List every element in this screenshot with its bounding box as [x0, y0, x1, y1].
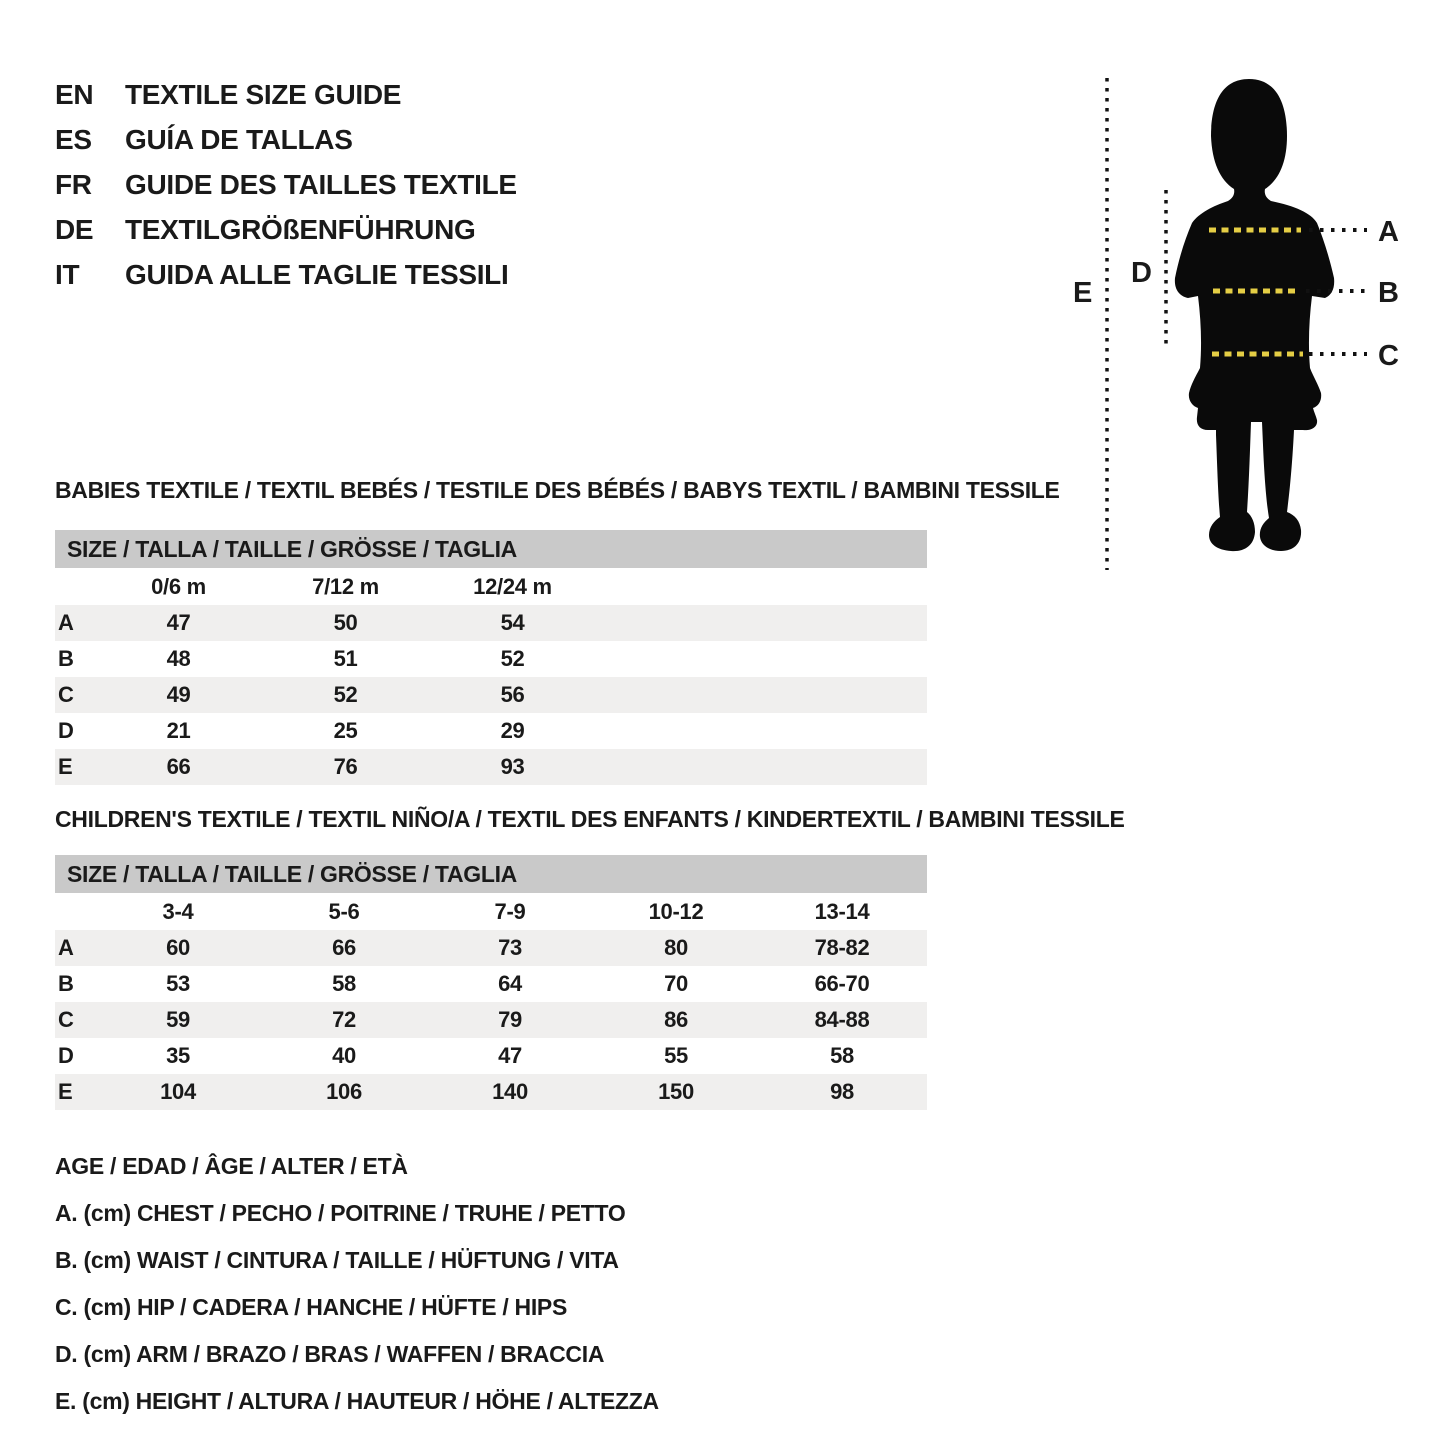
figure-label-a: A: [1378, 216, 1399, 248]
measurement-figure: [1045, 50, 1445, 610]
figure-label-b: B: [1378, 277, 1399, 309]
guide-title-fr: GUIDE DES TAILLES TEXTILE: [125, 169, 517, 200]
table-cell: 79: [498, 1007, 522, 1032]
children-section-title: CHILDREN'S TEXTILE / TEXTIL NIÑO/A / TEXTIL DES ENFANTS / KINDERTEXTIL / BAMBINI TESSILE: [55, 806, 1125, 832]
table-row: [55, 1038, 927, 1074]
table-cell: 25: [333, 718, 358, 743]
table-row: [55, 749, 927, 785]
table-cell: 60: [166, 935, 190, 960]
row-label: C: [58, 682, 74, 707]
column-header: 0/6 m: [151, 574, 206, 599]
table-cell: 21: [166, 718, 191, 743]
table-cell: 47: [166, 610, 191, 635]
row-label: A: [58, 935, 74, 960]
table-cell: 64: [498, 971, 522, 996]
table-cell: 66: [166, 754, 191, 779]
column-header: 7/12 m: [312, 574, 379, 599]
lang-code: FR: [55, 169, 92, 200]
table-row: [55, 930, 927, 966]
figure-label-e: E: [1073, 277, 1093, 309]
guide-title-it: GUIDA ALLE TAGLIE TESSILI: [125, 259, 509, 290]
table-cell: 58: [830, 1043, 854, 1068]
children-column-header-row: [55, 893, 927, 930]
table-cell: 47: [498, 1043, 522, 1068]
lang-code: EN: [55, 79, 94, 110]
table-cell: 29: [500, 718, 525, 743]
row-label: C: [58, 1007, 74, 1032]
language-header: [55, 72, 517, 297]
table-cell: 40: [332, 1043, 356, 1068]
legend-age: AGE / EDAD / ÂGE / ALTER / ETÀ: [55, 1153, 408, 1179]
table-cell: 55: [664, 1043, 688, 1068]
table-cell: 76: [333, 754, 358, 779]
figure-label-d: D: [1131, 257, 1152, 289]
legend-arm: D. (cm) ARM / BRAZO / BRAS / WAFFEN / BRACCIA: [55, 1341, 605, 1367]
column-header: 10-12: [648, 899, 704, 924]
lang-row-fr: [55, 162, 517, 207]
figure-label-c: C: [1378, 340, 1399, 372]
table-cell: 52: [333, 682, 358, 707]
lang-code: IT: [55, 259, 80, 290]
lang-row-es: [55, 117, 517, 162]
row-label: D: [58, 1043, 74, 1068]
table-cell: 70: [664, 971, 688, 996]
table-cell: 86: [664, 1007, 688, 1032]
table-cell: 84-88: [814, 1007, 870, 1032]
table-cell: 58: [332, 971, 356, 996]
babies-section-title: BABIES TEXTILE / TEXTIL BEBÉS / TESTILE DES BÉBÉS / BABYS TEXTIL / BAMBINI TESSILE: [55, 477, 1060, 503]
table-cell: 35: [166, 1043, 190, 1068]
column-header: 7-9: [494, 899, 526, 924]
table-cell: 93: [500, 754, 525, 779]
measurement-legend: [55, 1143, 659, 1425]
table-row: [55, 1074, 927, 1110]
row-label: D: [58, 718, 74, 743]
column-header: 13-14: [814, 899, 870, 924]
table-cell: 104: [160, 1079, 196, 1104]
table-cell: 54: [500, 610, 525, 635]
legend-chest: A. (cm) CHEST / PECHO / POITRINE / TRUHE / PETTO: [55, 1200, 626, 1226]
table-cell: 66: [332, 935, 356, 960]
child-silhouette-icon: [1175, 79, 1334, 551]
guide-title-es: GUÍA DE TALLAS: [125, 124, 353, 155]
row-label: E: [58, 1079, 73, 1104]
table-cell: 59: [166, 1007, 190, 1032]
guide-title-en: TEXTILE SIZE GUIDE: [125, 79, 402, 110]
legend-waist: B. (cm) WAIST / CINTURA / TAILLE / HÜFTUNG / VITA: [55, 1247, 619, 1273]
babies-size-header-bar: SIZE / TALLA / TAILLE / GRÖSSE / TAGLIA: [55, 530, 927, 568]
guide-title-de: TEXTILGRÖßENFÜHRUNG: [125, 214, 476, 245]
corner-cell: [55, 893, 95, 930]
table-cell: 51: [333, 646, 358, 671]
table-cell: 72: [332, 1007, 356, 1032]
lang-code: DE: [55, 214, 94, 245]
lang-row-en: [55, 72, 517, 117]
children-size-table: [55, 855, 927, 1110]
table-cell: 73: [498, 935, 522, 960]
children-size-header-bar: SIZE / TALLA / TAILLE / GRÖSSE / TAGLIA: [55, 855, 927, 893]
table-row: [55, 677, 927, 713]
table-cell: 49: [166, 682, 191, 707]
table-row: [55, 605, 927, 641]
babies-column-header-row: [55, 568, 927, 605]
table-cell: 50: [333, 610, 358, 635]
table-cell: 150: [658, 1079, 694, 1104]
table-cell: 53: [166, 971, 190, 996]
table-cell: 52: [500, 646, 525, 671]
lang-row-it: [55, 252, 517, 297]
table-row: [55, 1002, 927, 1038]
table-row: [55, 966, 927, 1002]
table-cell: 106: [326, 1079, 362, 1104]
table-cell: 140: [492, 1079, 528, 1104]
table-cell: 80: [664, 935, 688, 960]
table-cell: 98: [830, 1079, 854, 1104]
column-header: 12/24 m: [473, 574, 552, 599]
column-header: 3-4: [162, 899, 194, 924]
table-cell: 48: [166, 646, 191, 671]
table-row: [55, 713, 927, 749]
lang-row-de: [55, 207, 517, 252]
table-cell: 78-82: [814, 935, 870, 960]
row-label: B: [58, 646, 74, 671]
corner-cell: [55, 568, 95, 605]
row-label: B: [58, 971, 74, 996]
column-header: 5-6: [328, 899, 360, 924]
table-cell: 56: [500, 682, 525, 707]
table-cell: 66-70: [814, 971, 870, 996]
lang-code: ES: [55, 124, 92, 155]
babies-size-table: [55, 530, 927, 785]
legend-hip: C. (cm) HIP / CADERA / HANCHE / HÜFTE / HIPS: [55, 1294, 568, 1320]
row-label: E: [58, 754, 73, 779]
row-label: A: [58, 610, 74, 635]
table-row: [55, 641, 927, 677]
legend-height: E. (cm) HEIGHT / ALTURA / HAUTEUR / HÖHE / ALTEZZA: [55, 1388, 659, 1414]
